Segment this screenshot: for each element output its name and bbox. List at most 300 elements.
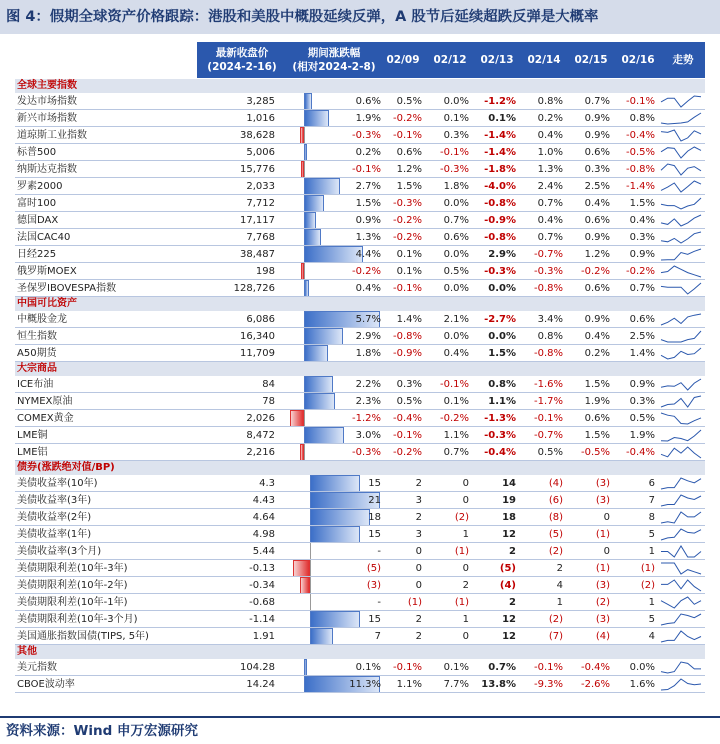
daily-change: 2 <box>556 563 563 574</box>
daily-change: -0.4% <box>484 447 516 458</box>
section-header: 其他 <box>15 645 705 659</box>
header-latest-line1: 最新收盘价 <box>215 47 269 59</box>
latest-price: -0.13 <box>249 563 275 574</box>
period-change: -0.1% <box>351 164 381 175</box>
daily-change: 0.0% <box>443 331 469 342</box>
daily-change: (5) <box>548 529 563 540</box>
source-note: 资料来源：Wind 申万宏源研究 <box>0 716 720 742</box>
daily-change: -1.4% <box>625 181 655 192</box>
daily-change: -2.6% <box>580 679 610 690</box>
trend-sparkline <box>659 179 703 194</box>
change-bar <box>304 178 340 195</box>
change-bar <box>301 263 304 280</box>
asset-name: 纳斯达克指数 <box>17 164 77 175</box>
daily-change: 2 <box>509 546 516 557</box>
change-bar <box>290 410 304 427</box>
change-bar <box>304 659 307 676</box>
change-bar <box>304 229 321 246</box>
daily-change: -4.0% <box>484 181 516 192</box>
latest-price: 3,285 <box>246 96 275 107</box>
asset-name: 美债期限利差(10年-3个月) <box>17 614 138 625</box>
daily-change: (3) <box>595 580 610 591</box>
latest-price: 14.24 <box>246 679 275 690</box>
daily-change: 0 <box>415 580 422 591</box>
table-row <box>15 676 705 693</box>
asset-name: A50期货 <box>17 348 57 359</box>
daily-change: -0.4% <box>392 413 422 424</box>
period-change: 11.3% <box>349 679 381 690</box>
daily-change: 0.5% <box>443 266 469 277</box>
sparkline-path <box>661 546 701 557</box>
daily-change: (3) <box>595 478 610 489</box>
sparkline-path <box>661 631 701 642</box>
asset-name: 中概股金龙 <box>17 314 67 325</box>
table-row <box>15 611 705 628</box>
daily-change: -0.1% <box>533 662 563 673</box>
latest-price: -0.68 <box>249 597 275 608</box>
daily-change: 4 <box>556 580 563 591</box>
daily-change: 3 <box>415 529 422 540</box>
table-row <box>15 560 705 577</box>
period-change: 2.2% <box>355 379 381 390</box>
daily-change: 0.5% <box>629 413 655 424</box>
latest-price: -0.34 <box>249 580 275 591</box>
daily-change: 0.4% <box>584 198 610 209</box>
sparkline-path <box>661 495 701 506</box>
trend-sparkline <box>659 544 703 559</box>
daily-change: -2.7% <box>484 314 516 325</box>
daily-change: 0 <box>603 512 610 523</box>
daily-change: 12 <box>502 614 516 625</box>
daily-change: -0.8% <box>484 198 516 209</box>
sparkline-path <box>661 478 701 489</box>
latest-price: 78 <box>262 396 275 407</box>
trend-sparkline <box>659 527 703 542</box>
daily-change: 1.5% <box>584 379 610 390</box>
daily-change: -0.1% <box>392 130 422 141</box>
trend-sparkline <box>659 561 703 576</box>
period-change: 0.1% <box>355 662 381 673</box>
daily-change: -0.2% <box>580 266 610 277</box>
asset-name: 罗素2000 <box>17 181 63 192</box>
daily-change: 0.6% <box>584 413 610 424</box>
asset-name: 日经225 <box>17 249 57 260</box>
daily-change: 0.7% <box>584 96 610 107</box>
sparkline-path <box>661 396 701 407</box>
table-row <box>15 110 705 127</box>
trend-sparkline <box>659 247 703 262</box>
sparkline-path <box>661 96 701 107</box>
period-change: -0.3% <box>351 130 381 141</box>
daily-change: 13.8% <box>481 679 516 690</box>
daily-change: 0.9% <box>584 113 610 124</box>
daily-change: -0.2% <box>392 215 422 226</box>
daily-change: 0.7% <box>443 215 469 226</box>
daily-change: 1 <box>556 597 563 608</box>
asset-name: 美债期限利差(10年-1年) <box>17 597 128 608</box>
daily-change: -0.3% <box>484 430 516 441</box>
trend-sparkline <box>659 629 703 644</box>
header-change-line1: 期间涨跌幅 <box>307 47 361 59</box>
sparkline-path <box>661 447 701 458</box>
latest-price: 198 <box>255 266 275 277</box>
trend-sparkline <box>659 476 703 491</box>
daily-change: 0 <box>462 495 469 506</box>
daily-change: 0.8% <box>488 379 516 390</box>
period-change: - <box>377 546 381 557</box>
trend-sparkline <box>659 346 703 361</box>
change-bar <box>310 628 333 645</box>
asset-name: 富时100 <box>17 198 57 209</box>
period-change: - <box>377 597 381 608</box>
daily-change: 0.1% <box>396 266 422 277</box>
latest-price: 128,726 <box>233 283 275 294</box>
bar-axis <box>310 560 311 577</box>
daily-change: (2) <box>640 580 655 591</box>
table-row <box>15 376 705 393</box>
daily-change: -0.1% <box>392 430 422 441</box>
daily-change: 1 <box>648 597 655 608</box>
asset-name: 美债收益率(1年) <box>17 529 92 540</box>
sparkline-path <box>661 614 701 625</box>
daily-change: 12 <box>502 529 516 540</box>
bar-axis <box>310 577 311 594</box>
table-row <box>15 410 705 427</box>
daily-change: 1.0% <box>537 147 563 158</box>
asset-name: 德国DAX <box>17 215 59 226</box>
daily-change: 1.5% <box>629 198 655 209</box>
daily-change: 3.4% <box>537 314 563 325</box>
latest-price: 104.28 <box>240 662 275 673</box>
daily-change: 0.0% <box>443 198 469 209</box>
header-period-change <box>289 42 379 78</box>
period-change: -1.2% <box>351 413 381 424</box>
daily-change: (4) <box>499 580 516 591</box>
asset-name: 标普500 <box>17 147 57 158</box>
asset-name: 美债收益率(3个月) <box>17 546 102 557</box>
change-bar <box>304 427 344 444</box>
change-bar <box>300 127 304 144</box>
daily-change: 0.0% <box>443 283 469 294</box>
sparkline-path <box>661 266 701 277</box>
sparkline-path <box>661 232 701 243</box>
trend-sparkline <box>659 377 703 392</box>
daily-change: 2 <box>462 580 469 591</box>
daily-change: -0.3% <box>439 164 469 175</box>
daily-change: -0.2% <box>392 113 422 124</box>
daily-change: 0 <box>462 631 469 642</box>
latest-price: 38,628 <box>240 130 275 141</box>
sparkline-path <box>661 215 701 226</box>
daily-change: 0.7% <box>488 662 516 673</box>
daily-change: 2.5% <box>629 331 655 342</box>
daily-change: 1.9% <box>629 430 655 441</box>
asset-name: LME铝 <box>17 447 48 458</box>
period-change: 4.4% <box>355 249 381 260</box>
daily-change: -1.8% <box>484 164 516 175</box>
sparkline-path <box>661 430 701 441</box>
daily-change: -0.2% <box>392 447 422 458</box>
daily-change: 12 <box>502 631 516 642</box>
trend-sparkline <box>659 196 703 211</box>
change-bar <box>304 376 333 393</box>
daily-change: 0.8% <box>537 331 563 342</box>
table-row <box>15 178 705 195</box>
daily-change: 2 <box>415 478 422 489</box>
header-date-0215: 02/15 <box>574 54 608 66</box>
latest-price: 2,026 <box>246 413 275 424</box>
asset-name: NYMEX原油 <box>17 396 73 407</box>
daily-change: -0.3% <box>533 266 563 277</box>
period-change: 1.3% <box>355 232 381 243</box>
period-change: -0.2% <box>351 266 381 277</box>
daily-change: 2 <box>415 631 422 642</box>
latest-price: 8,472 <box>246 430 275 441</box>
bar-axis <box>304 410 305 427</box>
daily-change: 7.7% <box>443 679 469 690</box>
asset-name: 美债收益率(2年) <box>17 512 92 523</box>
header-date-0216: 02/16 <box>621 54 655 66</box>
daily-change: -0.2% <box>392 232 422 243</box>
daily-change: (1) <box>640 563 655 574</box>
daily-change: 0.4% <box>537 130 563 141</box>
latest-price: 84 <box>262 379 275 390</box>
period-change: (5) <box>366 563 381 574</box>
table-row <box>15 543 705 560</box>
change-bar <box>293 560 310 577</box>
asset-name: 美债期限利差(10年-2年) <box>17 580 128 591</box>
sparkline-path <box>661 348 701 359</box>
header-date-0213: 02/13 <box>480 54 514 66</box>
asset-name: 美国通胀指数国债(TIPS, 5年) <box>17 631 149 642</box>
daily-change: 0.9% <box>629 249 655 260</box>
daily-change: 0.2% <box>584 348 610 359</box>
daily-change: -0.4% <box>625 447 655 458</box>
latest-price: 7,712 <box>246 198 275 209</box>
daily-change: -1.3% <box>484 413 516 424</box>
daily-change: 0 <box>462 563 469 574</box>
daily-change: -1.6% <box>533 379 563 390</box>
sparkline-path <box>661 662 701 673</box>
daily-change: 0.1% <box>443 113 469 124</box>
table-header <box>197 42 705 78</box>
table-row <box>15 659 705 676</box>
daily-change: 0.1% <box>396 249 422 260</box>
bar-axis <box>304 263 305 280</box>
daily-change: (2) <box>595 597 610 608</box>
daily-change: 0.6% <box>443 232 469 243</box>
daily-change: 0.6% <box>584 147 610 158</box>
daily-change: 5 <box>648 529 655 540</box>
period-change: 0.6% <box>355 96 381 107</box>
daily-change: 3 <box>415 495 422 506</box>
daily-change: (1) <box>407 597 422 608</box>
change-bar <box>304 212 316 229</box>
period-change: 0.9% <box>355 215 381 226</box>
section-header: 债券(涨跌绝对值/BP) <box>15 461 705 475</box>
daily-change: 0.3% <box>629 396 655 407</box>
trend-sparkline <box>659 264 703 279</box>
trend-sparkline <box>659 312 703 327</box>
daily-change: 0.9% <box>584 232 610 243</box>
daily-change: 0.3% <box>584 164 610 175</box>
daily-change: -0.8% <box>484 232 516 243</box>
daily-change: -0.7% <box>533 249 563 260</box>
period-change: 1.8% <box>355 348 381 359</box>
daily-change: 0 <box>415 546 422 557</box>
daily-change: (2) <box>548 546 563 557</box>
latest-price: 16,340 <box>240 331 275 342</box>
table-row <box>15 509 705 526</box>
daily-change: 0.0% <box>443 96 469 107</box>
table-row <box>15 246 705 263</box>
asset-name: 法国CAC40 <box>17 232 71 243</box>
change-bar <box>310 526 360 543</box>
trend-sparkline <box>659 281 703 296</box>
daily-change: 1.1% <box>443 430 469 441</box>
daily-change: -0.1% <box>392 662 422 673</box>
daily-change: (1) <box>595 563 610 574</box>
daily-change: 1 <box>648 546 655 557</box>
daily-change: (1) <box>454 546 469 557</box>
daily-change: 0.4% <box>584 331 610 342</box>
daily-change: 0 <box>415 563 422 574</box>
daily-change: -0.5% <box>580 447 610 458</box>
change-bar <box>300 444 304 461</box>
latest-price: 2,216 <box>246 447 275 458</box>
latest-price: 15,776 <box>240 164 275 175</box>
latest-price: 7,768 <box>246 232 275 243</box>
table-row <box>15 195 705 212</box>
latest-price: 38,487 <box>240 249 275 260</box>
sparkline-path <box>661 147 701 158</box>
daily-change: 0.0% <box>629 662 655 673</box>
daily-change: -0.3% <box>392 198 422 209</box>
trend-sparkline <box>659 128 703 143</box>
trend-sparkline <box>659 510 703 525</box>
table-row <box>15 229 705 246</box>
bar-axis <box>304 161 305 178</box>
daily-change: 0.1% <box>488 113 516 124</box>
period-change: 2.9% <box>355 331 381 342</box>
latest-price: 5.44 <box>252 546 275 557</box>
sparkline-path <box>661 679 701 690</box>
latest-price: 4.3 <box>259 478 275 489</box>
sparkline-path <box>661 283 701 294</box>
daily-change: -0.1% <box>625 96 655 107</box>
daily-change: 1 <box>462 614 469 625</box>
header-date-0212: 02/12 <box>433 54 467 66</box>
latest-price: 1.91 <box>252 631 275 642</box>
daily-change: 0.1% <box>443 662 469 673</box>
table-row <box>15 427 705 444</box>
table-row <box>15 93 705 110</box>
latest-price: 6,086 <box>246 314 275 325</box>
daily-change: (8) <box>548 512 563 523</box>
daily-change: -0.4% <box>625 130 655 141</box>
period-change: 15 <box>368 478 381 489</box>
daily-change: -0.8% <box>533 283 563 294</box>
daily-change: -1.7% <box>533 396 563 407</box>
daily-change: 0.9% <box>584 314 610 325</box>
asset-name: 美债收益率(3年) <box>17 495 92 506</box>
period-change: 5.7% <box>355 314 381 325</box>
table-row <box>15 161 705 178</box>
table-row <box>15 280 705 297</box>
daily-change: 0.4% <box>537 215 563 226</box>
trend-sparkline <box>659 612 703 627</box>
daily-change: (4) <box>595 631 610 642</box>
header-latest-price <box>197 42 287 78</box>
latest-price: -1.14 <box>249 614 275 625</box>
daily-change: 1.6% <box>629 679 655 690</box>
daily-change: 0.0% <box>443 249 469 260</box>
daily-change: 1.8% <box>443 181 469 192</box>
daily-change: 1.1% <box>488 396 516 407</box>
change-bar <box>304 93 312 110</box>
daily-change: 1.5% <box>584 430 610 441</box>
daily-change: 0.5% <box>396 96 422 107</box>
daily-change: 0.9% <box>584 130 610 141</box>
daily-change: 1.1% <box>396 679 422 690</box>
table-row <box>15 444 705 461</box>
header-latest-line2: (2024-2-16) <box>207 61 277 73</box>
daily-change: -0.1% <box>392 283 422 294</box>
change-bar <box>310 509 370 526</box>
daily-change: 0.3% <box>629 232 655 243</box>
change-bar <box>304 195 324 212</box>
table-row <box>15 328 705 345</box>
chart-title: 图 4：假期全球资产价格跟踪：港股和美股中概股延续反弹，A 股节后延续超跌反弹是大概率 <box>0 0 720 34</box>
bar-axis <box>304 127 305 144</box>
trend-sparkline <box>659 213 703 228</box>
daily-change: 0.3% <box>443 130 469 141</box>
daily-change: -0.7% <box>533 430 563 441</box>
table-row <box>15 628 705 645</box>
table-row <box>15 127 705 144</box>
daily-change: 0.4% <box>629 215 655 226</box>
asset-name: 美元指数 <box>17 662 57 673</box>
daily-change: -0.2% <box>625 266 655 277</box>
daily-change: 1.4% <box>629 348 655 359</box>
latest-price: 17,117 <box>240 215 275 226</box>
trend-sparkline <box>659 595 703 610</box>
asset-name: 新兴市场指数 <box>17 113 77 124</box>
section-header: 大宗商品 <box>15 362 705 376</box>
change-bar <box>304 280 309 297</box>
daily-change: 0.5% <box>396 396 422 407</box>
sparkline-path <box>661 331 701 342</box>
daily-change: -0.1% <box>439 147 469 158</box>
daily-change: -0.8% <box>392 331 422 342</box>
daily-change: 0.6% <box>629 314 655 325</box>
daily-change: 2.5% <box>584 181 610 192</box>
asset-name: 美债期限利差(10年-3年) <box>17 563 128 574</box>
period-change: 21 <box>368 495 381 506</box>
header-change-line2: (相对2024-2-8) <box>292 61 376 73</box>
daily-change: (3) <box>595 614 610 625</box>
asset-name: CBOE波动率 <box>17 679 75 690</box>
period-change: 3.0% <box>355 430 381 441</box>
latest-price: 4.98 <box>252 529 275 540</box>
daily-change: -0.9% <box>392 348 422 359</box>
daily-change: 19 <box>502 495 516 506</box>
asset-name: 圣保罗IBOVESPA指数 <box>17 283 117 294</box>
daily-change: 0.7% <box>537 198 563 209</box>
header-date-0214: 02/14 <box>527 54 561 66</box>
daily-change: (1) <box>595 529 610 540</box>
change-bar <box>304 393 335 410</box>
